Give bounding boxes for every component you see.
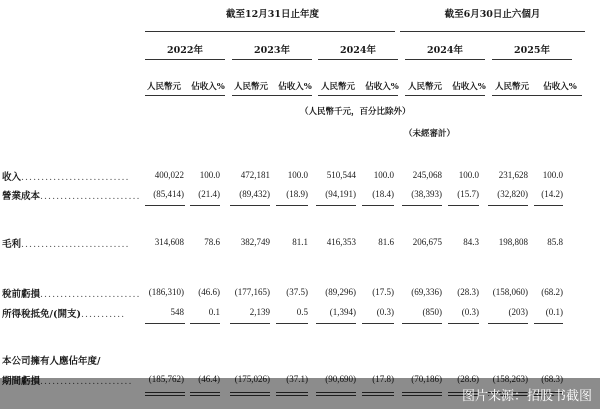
subheader-underline <box>145 95 225 96</box>
period-2024: 2024年 <box>340 45 376 56</box>
cell: (37.1) <box>286 374 308 384</box>
cell: (0.3) <box>461 307 479 317</box>
subheader-rmb: 人民幣元 <box>320 82 355 92</box>
cell: (46.4) <box>198 374 220 384</box>
cell: 81.1 <box>292 237 308 247</box>
cell: 382,749 <box>240 237 270 247</box>
subtotal-rule <box>230 205 270 206</box>
subtotal-rule <box>362 205 394 206</box>
subtotal-rule <box>448 205 479 206</box>
cell: (17.5) <box>372 287 394 297</box>
cell: (68.3) <box>541 374 563 384</box>
cell: (37.5) <box>286 287 308 297</box>
cell: 100.0 <box>199 170 220 180</box>
subtotal-rule <box>230 323 270 324</box>
cell: (175,026) <box>234 374 270 384</box>
cell: (28.6) <box>457 374 479 384</box>
cell: (28.3) <box>457 287 479 297</box>
row-label-revenue: 收入........................... <box>2 172 130 183</box>
subtotal-rule <box>534 323 563 324</box>
row-label-loss-attributable-line1: 本公司擁有人應佔年度/ <box>2 356 101 367</box>
year-end-underline <box>145 31 395 32</box>
subtotal-rule <box>276 205 308 206</box>
cell: (90,690) <box>325 374 356 384</box>
cell: (46.6) <box>198 287 220 297</box>
period-underline <box>232 59 312 60</box>
subheader-rmb: 人民幣元 <box>407 82 442 92</box>
subheader-pct: 佔收入% <box>452 82 486 92</box>
cell: 100.0 <box>287 170 308 180</box>
unaudited-note: （未經審計） <box>404 129 456 139</box>
year-end-header: 截至12月31日止年度 <box>226 9 319 20</box>
cell: 472,181 <box>240 170 270 180</box>
cell: 84.3 <box>463 237 479 247</box>
subtotal-rule <box>145 323 185 324</box>
row-label-income-tax: 所得稅抵免/(開支)........... <box>2 309 126 320</box>
subtotal-rule <box>276 323 308 324</box>
cell: 2,139 <box>249 307 270 317</box>
cell: 100.0 <box>373 170 394 180</box>
cell: (89,296) <box>325 287 356 297</box>
subtotal-rule <box>488 205 528 206</box>
row-label-cost: 營業成本......................... <box>2 191 141 202</box>
subheader-pct: 佔收入% <box>543 82 577 92</box>
cell: (850) <box>422 307 442 317</box>
cell: 0.1 <box>208 307 220 317</box>
cell: 314,608 <box>154 237 184 247</box>
subtotal-rule <box>448 323 479 324</box>
subheader-underline <box>232 95 312 96</box>
cell: (69,336) <box>411 287 442 297</box>
cell: (158,263) <box>492 374 528 384</box>
cell: 0.5 <box>296 307 308 317</box>
row-label-loss-attributable-line2: 期間虧損....................... <box>2 376 133 387</box>
cell: 245,068 <box>412 170 442 180</box>
cell: (186,310) <box>148 287 184 297</box>
cell: 100.0 <box>458 170 479 180</box>
cell: (68.2) <box>541 287 563 297</box>
cell: (32,820) <box>497 189 528 199</box>
cell: (0.3) <box>376 307 394 317</box>
watermark-band <box>0 378 600 409</box>
subtotal-rule <box>145 205 185 206</box>
subheader-underline <box>318 95 398 96</box>
subheader-pct: 佔收入% <box>365 82 399 92</box>
cell: (85,414) <box>153 189 184 199</box>
cell: (185,762) <box>148 374 184 384</box>
cell: (18.9) <box>286 189 308 199</box>
subtotal-rule <box>316 205 356 206</box>
cell: (38,393) <box>411 189 442 199</box>
cell: 78.6 <box>204 237 220 247</box>
cell: (0.1) <box>545 307 563 317</box>
cell: 548 <box>170 307 184 317</box>
six-month-underline <box>400 31 585 32</box>
cell: (94,191) <box>325 189 356 199</box>
period-2025-h1: 2025年 <box>514 45 550 56</box>
cell: 81.6 <box>378 237 394 247</box>
subtotal-rule <box>316 323 356 324</box>
subheader-rmb: 人民幣元 <box>146 82 181 92</box>
subheader-rmb: 人民幣元 <box>233 82 268 92</box>
cell: (70,186) <box>411 374 442 384</box>
cell: (203) <box>508 307 528 317</box>
cell: 231,628 <box>498 170 528 180</box>
row-label-gross-profit: 毛利........................... <box>2 239 130 250</box>
cell: (1,394) <box>329 307 356 317</box>
cell: 100.0 <box>542 170 563 180</box>
period-underline <box>492 59 572 60</box>
cell: (15.7) <box>457 189 479 199</box>
cell: (21.4) <box>198 189 220 199</box>
subtotal-rule <box>362 323 394 324</box>
subtotal-rule <box>190 205 220 206</box>
cell: 416,353 <box>326 237 356 247</box>
subtotal-rule <box>534 205 563 206</box>
watermark-text: 图片来源：招股书截图 <box>461 389 592 404</box>
subtotal-rule <box>190 323 220 324</box>
cell: (158,060) <box>492 287 528 297</box>
cell: 85.8 <box>547 237 563 247</box>
cell: (17.8) <box>372 374 394 384</box>
subtotal-rule <box>402 205 442 206</box>
subtotal-rule <box>402 323 442 324</box>
cell: (14.2) <box>541 189 563 199</box>
cell: 206,675 <box>412 237 442 247</box>
unit-note: （人民幣千元，百分比除外） <box>300 107 411 117</box>
cell: (177,165) <box>234 287 270 297</box>
period-underline <box>405 59 485 60</box>
period-underline <box>318 59 398 60</box>
period-2024-h1: 2024年 <box>427 45 463 56</box>
cell: (18.4) <box>372 189 394 199</box>
cell: (89,432) <box>239 189 270 199</box>
cell: 510,544 <box>326 170 356 180</box>
subheader-underline <box>492 95 582 96</box>
subheader-rmb: 人民幣元 <box>494 82 529 92</box>
subheader-pct: 佔收入% <box>191 82 225 92</box>
period-2023: 2023年 <box>254 45 290 56</box>
subheader-underline <box>405 95 485 96</box>
subheader-pct: 佔收入% <box>278 82 312 92</box>
cell: 400,022 <box>154 170 184 180</box>
subtotal-rule <box>488 323 528 324</box>
cell: 198,808 <box>498 237 528 247</box>
six-month-header: 截至6月30日止六個月 <box>444 9 541 20</box>
period-underline <box>145 59 225 60</box>
period-2022: 2022年 <box>167 45 203 56</box>
row-label-pretax-loss: 稅前虧損......................... <box>2 289 141 300</box>
